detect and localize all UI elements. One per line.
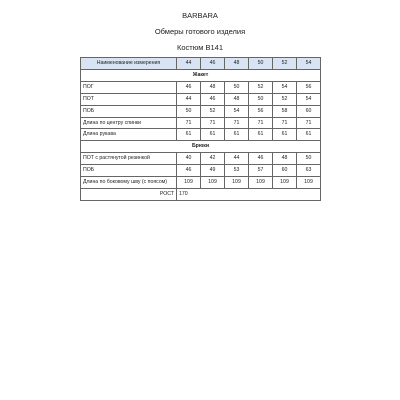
table-row	[81, 117, 321, 129]
rost-row	[81, 188, 321, 200]
measurement-value: 46	[177, 165, 201, 177]
measurement-value: 61	[273, 129, 297, 141]
rost-value: 170	[177, 188, 321, 200]
measurements-table	[80, 57, 321, 201]
measurement-label: ПОТ	[81, 93, 177, 105]
table-row	[81, 177, 321, 189]
measurement-value: 50	[249, 93, 273, 105]
brand-title: BARBARA	[182, 11, 218, 20]
measurement-value: 61	[225, 129, 249, 141]
measurement-label: ПОБ	[81, 165, 177, 177]
measurement-value: 56	[249, 105, 273, 117]
measurement-value: 71	[177, 117, 201, 129]
measurement-value: 61	[177, 129, 201, 141]
document-subtitle: Обмеры готового изделия	[154, 27, 246, 36]
section-title: Жакет	[81, 69, 321, 81]
measurement-value: 48	[201, 81, 225, 93]
table-row	[81, 105, 321, 117]
column-header-size-50: 50	[249, 58, 273, 70]
measurement-label: ПОБ	[81, 105, 177, 117]
table-row	[81, 153, 321, 165]
measurement-value: 54	[297, 93, 321, 105]
table-body	[81, 69, 321, 200]
measurement-value: 71	[201, 117, 225, 129]
measurement-value: 109	[177, 177, 201, 189]
section-row	[81, 141, 321, 153]
column-header-size-44: 44	[177, 58, 201, 70]
column-header-size-46: 46	[201, 58, 225, 70]
measurement-value: 49	[201, 165, 225, 177]
measurement-value: 109	[201, 177, 225, 189]
measurement-value: 44	[225, 153, 249, 165]
measurement-label: ПОТ с растянутой резинкой	[81, 153, 177, 165]
measurement-label: ПОГ	[81, 81, 177, 93]
measurement-value: 44	[177, 93, 201, 105]
measurement-label: Длина рукава	[81, 129, 177, 141]
measurement-value: 52	[273, 93, 297, 105]
table-row	[81, 129, 321, 141]
measurement-value: 48	[225, 93, 249, 105]
measurement-value: 58	[273, 105, 297, 117]
measurement-value: 109	[225, 177, 249, 189]
measurement-value: 52	[249, 81, 273, 93]
measurement-value: 63	[297, 165, 321, 177]
measurement-value: 50	[297, 153, 321, 165]
measurement-label: Длина по боковому шву (с поясом)	[81, 177, 177, 189]
measurement-value: 71	[225, 117, 249, 129]
measurement-value: 57	[249, 165, 273, 177]
measurement-value: 60	[273, 165, 297, 177]
measurement-label: Длина по центру спинки	[81, 117, 177, 129]
measurement-value: 50	[177, 105, 201, 117]
measurement-value: 54	[225, 105, 249, 117]
measurement-value: 52	[201, 105, 225, 117]
measurement-value: 42	[201, 153, 225, 165]
measurement-value: 54	[273, 81, 297, 93]
measurement-value: 61	[297, 129, 321, 141]
section-row	[81, 69, 321, 81]
measurement-value: 50	[225, 81, 249, 93]
measurement-value: 71	[249, 117, 273, 129]
measurement-value: 109	[273, 177, 297, 189]
measurement-value: 48	[273, 153, 297, 165]
measurement-value: 71	[273, 117, 297, 129]
column-header-size-48: 48	[225, 58, 249, 70]
table-row	[81, 81, 321, 93]
section-title: Брюки	[81, 141, 321, 153]
measurement-value: 46	[201, 93, 225, 105]
measurement-value: 61	[201, 129, 225, 141]
measurement-value: 109	[249, 177, 273, 189]
measurement-value: 60	[297, 105, 321, 117]
column-header-size-54: 54	[297, 58, 321, 70]
measurement-value: 40	[177, 153, 201, 165]
measurement-value: 61	[249, 129, 273, 141]
measurement-value: 56	[297, 81, 321, 93]
measurement-value: 53	[225, 165, 249, 177]
column-header-measurement: Наименование измерения	[81, 58, 177, 70]
table-row	[81, 165, 321, 177]
model-title: Костюм В141	[176, 43, 224, 52]
header-row	[81, 58, 321, 70]
column-header-size-52: 52	[273, 58, 297, 70]
measurement-value: 46	[177, 81, 201, 93]
measurement-value: 71	[297, 117, 321, 129]
rost-label: РОСТ	[81, 188, 177, 200]
table-row	[81, 93, 321, 105]
measurement-value: 46	[249, 153, 273, 165]
measurement-value: 109	[297, 177, 321, 189]
